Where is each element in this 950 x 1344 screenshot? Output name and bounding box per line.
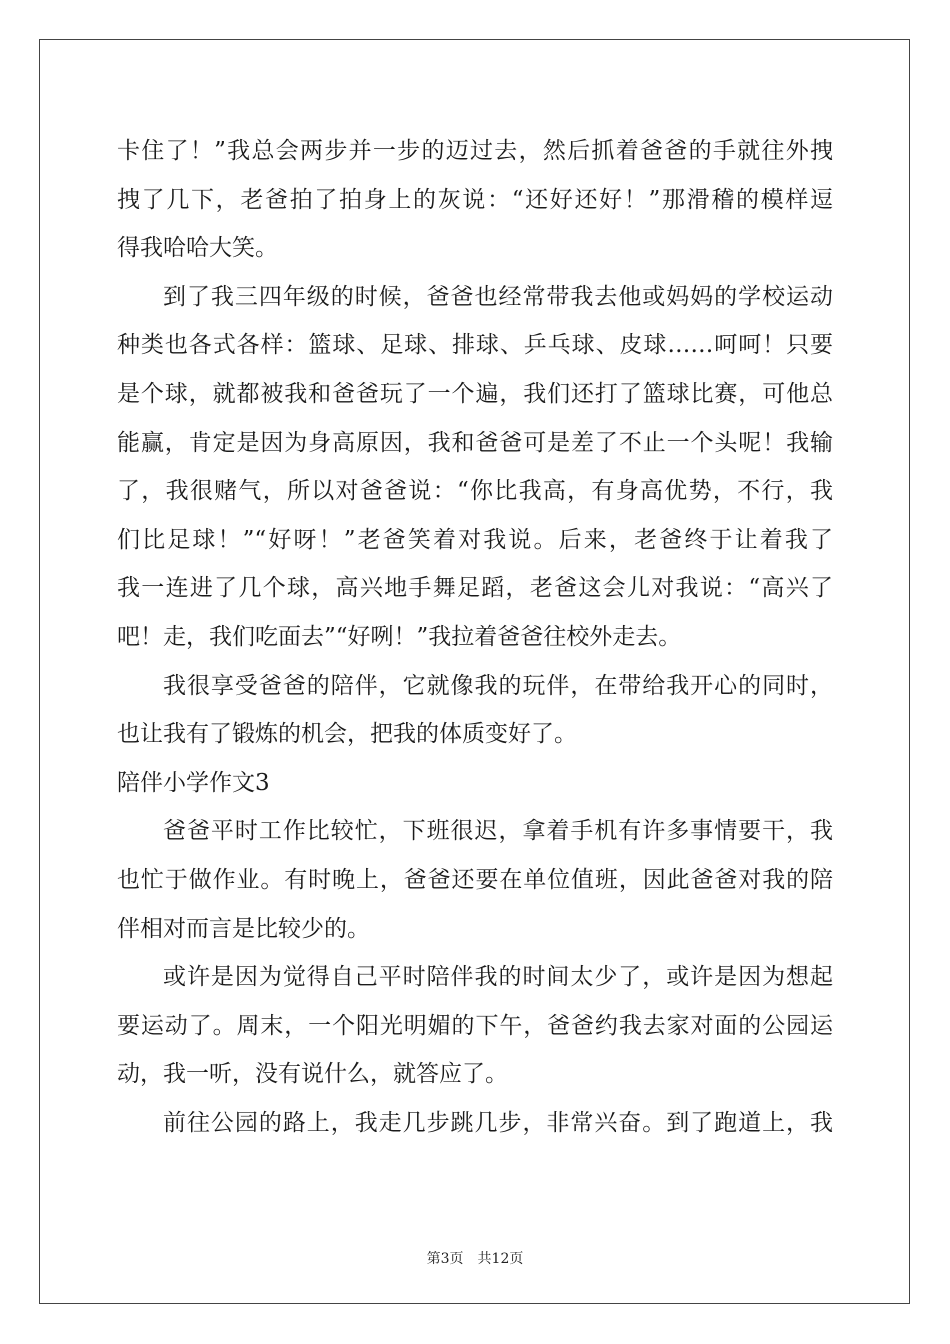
text-line: 了，我很赌气，所以对爸爸说：“你比我高，有身高优势，不行，我 (117, 478, 833, 505)
text-line: 也让我有了锻炼的机会，把我的体质变好了。 (117, 721, 577, 748)
text-line: 到了我三四年级的时候，爸爸也经常带我去他或妈妈的学校运动 (163, 283, 833, 310)
text-line: 能赢，肯定是因为身高原因，我和爸爸可是差了不止一个头呢！我输 (117, 429, 833, 456)
text-line: 们比足球！”“好呀！”老爸笑着对我说。后来，老爸终于让着我了 (117, 526, 833, 553)
text-line: 前往公园的路上，我走几步跳几步，非常兴奋。到了跑道上，我 (163, 1109, 833, 1136)
text-line: 也忙于做作业。有时晚上，爸爸还要在单位值班，因此爸爸对我的陪 (117, 866, 833, 893)
page-number: 第3页 (426, 1251, 464, 1267)
text-line: 吧！走，我们吃面去”“好咧！”我拉着爸爸往校外走去。 (117, 623, 682, 650)
section-heading: 陪伴小学作文3 (117, 769, 270, 796)
text-line: 要运动了。周末，一个阳光明媚的下午，爸爸约我去家对面的公园运 (117, 1012, 833, 1039)
text-line: 得我哈哈大笑。 (117, 235, 278, 262)
text-line: 伴相对而言是比较少的。 (117, 915, 370, 942)
text-line: 卡住了！”我总会两步并一步的迈过去，然后抓着爸爸的手就往外拽 (117, 138, 833, 164)
page-footer (0, 1248, 950, 1268)
text-line: 动，我一听，没有说什么，就答应了。 (117, 1061, 508, 1088)
text-line: 我一连进了几个球，高兴地手舞足蹈，老爸这会儿对我说：“高兴了 (117, 575, 833, 602)
text-line: 拽了几下，老爸拍了拍身上的灰说：“还好还好！”那滑稽的模样逗 (117, 186, 833, 213)
text-line: 我很享受爸爸的陪伴，它就像我的玩伴，在带给我开心的同时， (163, 672, 833, 699)
text-line: 爸爸平时工作比较忙，下班很迟，拿着手机有许多事情要干，我 (163, 818, 833, 845)
page-total: 共12页 (477, 1251, 524, 1267)
text-line: 或许是因为觉得自己平时陪伴我的时间太少了，或许是因为想起 (163, 964, 833, 991)
text-line: 是个球，就都被我和爸爸玩了一个遍，我们还打了篮球比赛，可他总 (117, 380, 833, 407)
text-line: 种类也各式各样：篮球、足球、排球、乒乓球、皮球……呵呵！只要 (117, 332, 833, 359)
document-body (117, 127, 833, 1147)
